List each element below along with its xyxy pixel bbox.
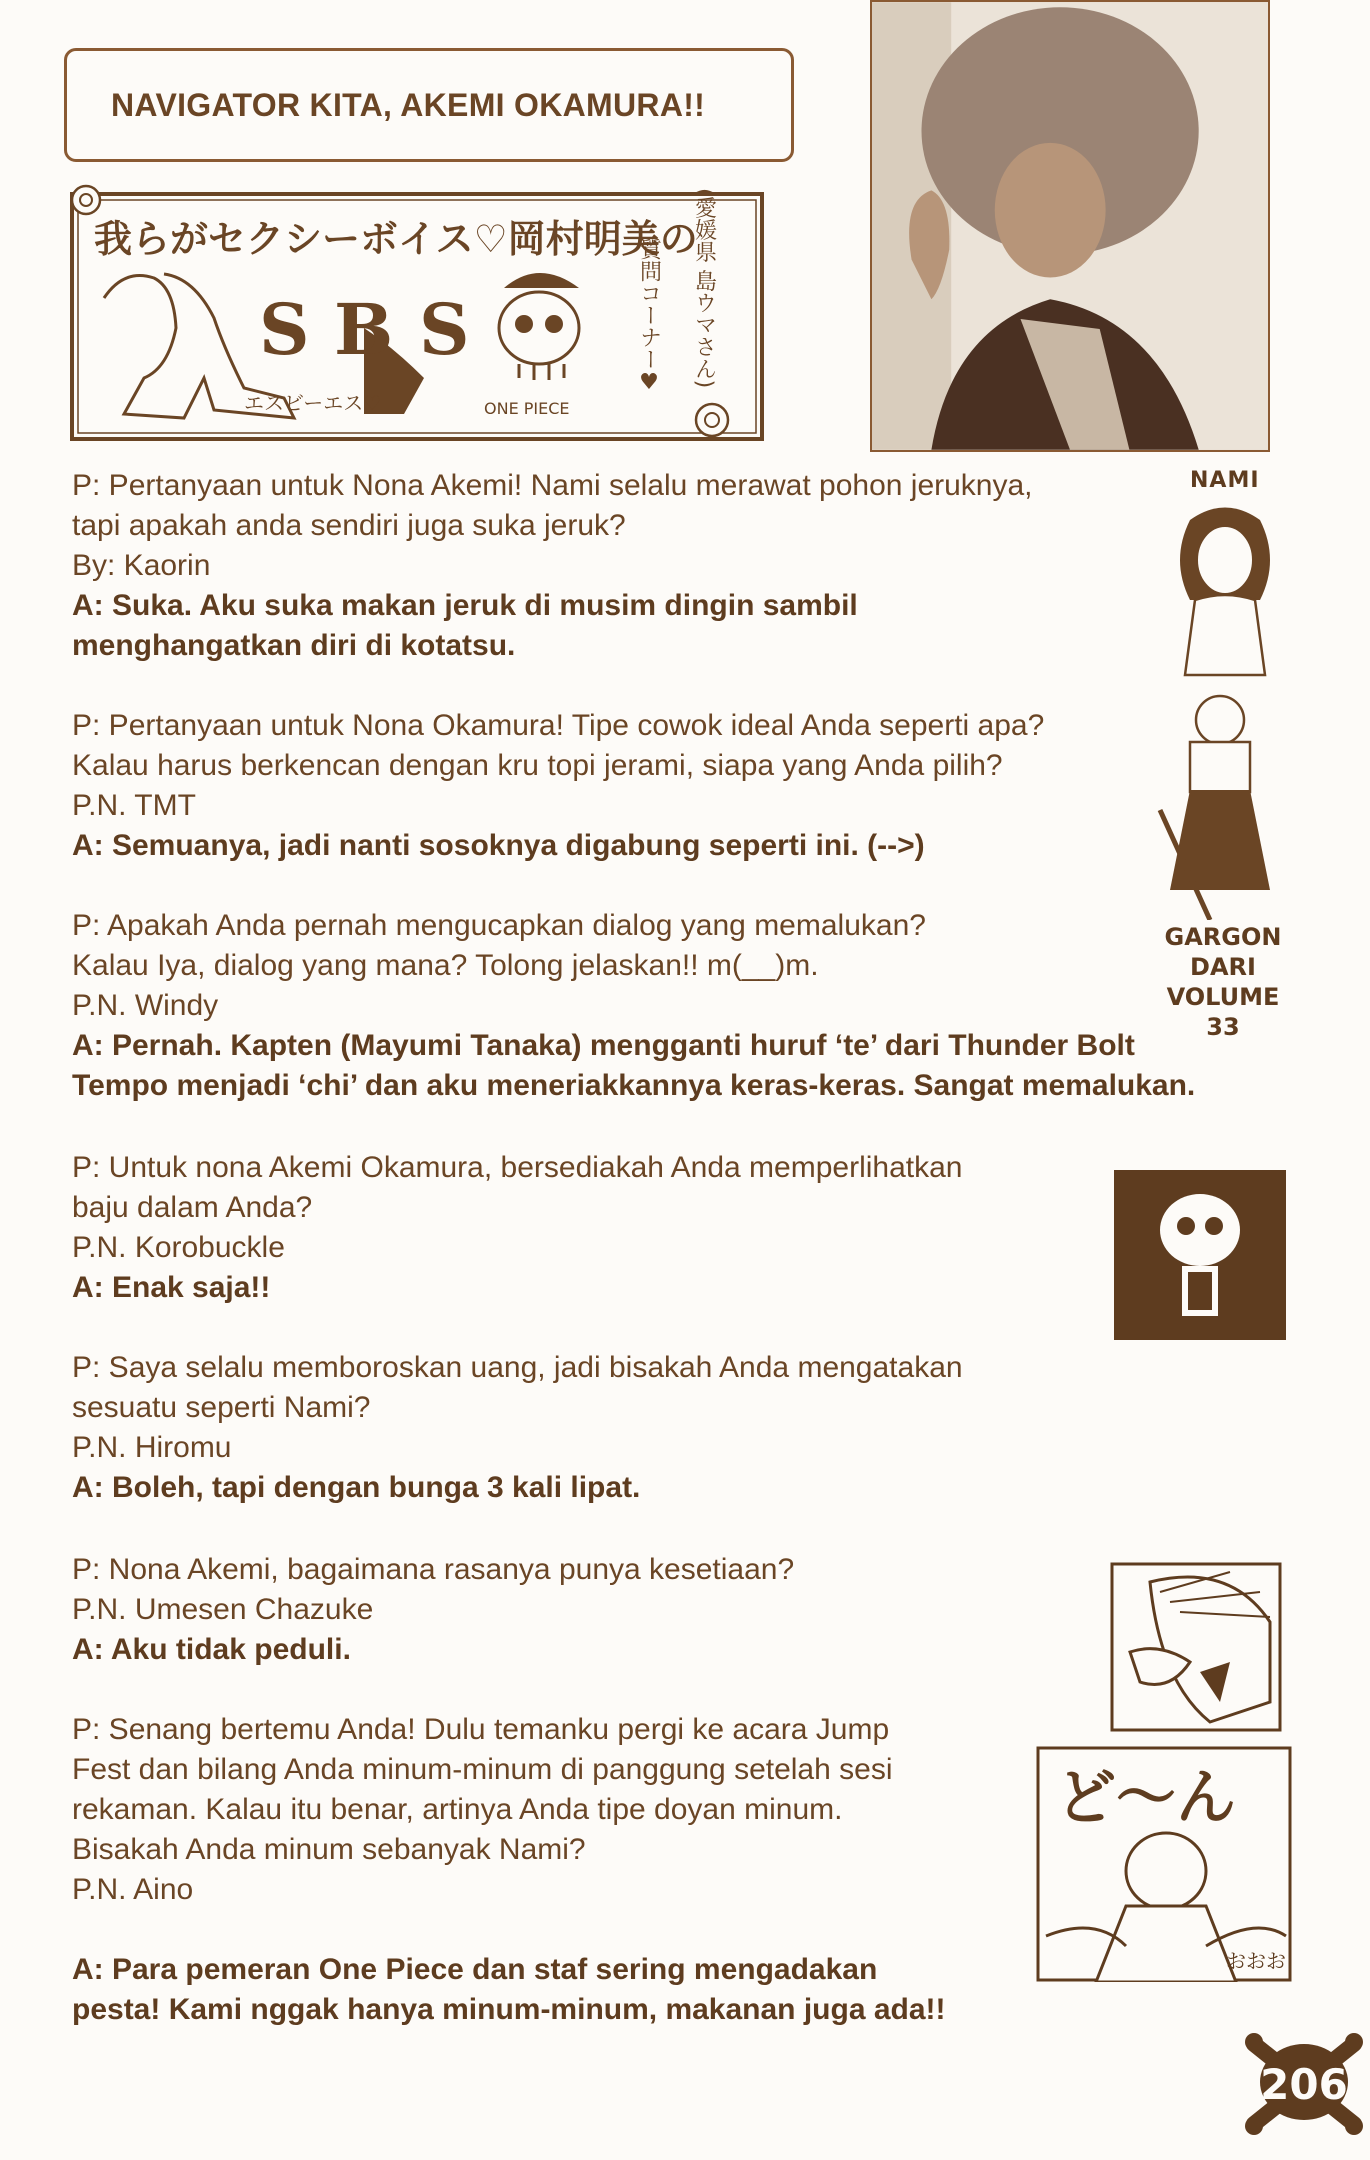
nami-caption: NAMI bbox=[1190, 468, 1260, 493]
qa-item bbox=[72, 1710, 946, 2030]
question-line: sesuatu seperti Nami? bbox=[72, 1391, 371, 1424]
qa-item bbox=[72, 706, 1044, 866]
pen-name: P.N. Hiromu bbox=[72, 1431, 232, 1464]
qa-item bbox=[72, 1348, 963, 1508]
question-line: baju dalam Anda? bbox=[72, 1191, 313, 1224]
brook-illustration bbox=[1114, 1170, 1286, 1340]
skull-eye bbox=[545, 315, 563, 333]
doon-sound-effect: ど～ん bbox=[1056, 1763, 1236, 1833]
sbs-banner-illustration bbox=[64, 178, 824, 448]
angry-nami-panel bbox=[1110, 1562, 1282, 1732]
nami-body bbox=[1185, 595, 1265, 675]
question-line: P: Pertanyaan untuk Nona Okamura! Tipe cowok ideal Anda seperti apa? bbox=[72, 709, 1045, 742]
banner-drawing bbox=[64, 178, 824, 448]
straw-hat-icon bbox=[504, 273, 579, 288]
answer-line: A: Enak saja!! bbox=[72, 1271, 271, 1304]
question-line: P: Apakah Anda pernah mengucapkan dialog yang memalukan? bbox=[72, 909, 926, 942]
title-box bbox=[64, 48, 794, 162]
banner-side-text: 質問コーナー♥ bbox=[636, 238, 662, 395]
answer-line: A: Para pemeran One Piece dan staf sering mengadakan bbox=[72, 1953, 878, 1986]
photo-drawing bbox=[872, 2, 1268, 450]
page-title: NAVIGATOR KITA, AKEMI OKAMURA!! bbox=[111, 86, 706, 123]
sbs-kana: エスビーエス♡ bbox=[244, 391, 382, 415]
gargon-coat bbox=[1170, 790, 1270, 890]
question-line: P: Saya selalu memboroskan uang, jadi bisakah Anda mengatakan bbox=[72, 1351, 963, 1384]
qa-item bbox=[72, 1148, 962, 1308]
akemi-okamura-photo bbox=[870, 0, 1270, 452]
answer-line: A: Suka. Aku suka makan jeruk di musim dingin sambil bbox=[72, 589, 858, 622]
rose-icon bbox=[72, 186, 100, 214]
banner-japanese-title: 我らがセクシーボイス♡岡村明美の bbox=[94, 217, 698, 261]
question-line: P: Pertanyaan untuk Nona Akemi! Nami selalu merawat pohon jeruknya, bbox=[72, 469, 1033, 502]
question-line: tapi apakah anda sendiri juga suka jeruk? bbox=[72, 509, 626, 542]
face bbox=[995, 143, 1106, 278]
question-line: Bisakah Anda minum sebanyak Nami? bbox=[72, 1833, 586, 1866]
skull-eye bbox=[515, 315, 533, 333]
pen-name: P.N. Aino bbox=[72, 1873, 194, 1906]
page-number: 206 bbox=[1260, 2060, 1348, 2109]
answer-line: A: Semuanya, jadi nanti sosoknya digabung seperti ini. (-->) bbox=[72, 829, 925, 862]
question-line: Kalau Iya, dialog yang mana? Tolong jelaskan!! m(__)m. bbox=[72, 949, 819, 982]
qa-item bbox=[72, 906, 1195, 1106]
answer-line: Tempo menjadi ‘chi’ dan aku meneriakkannya keras-keras. Sangat memalukan. bbox=[72, 1069, 1196, 1102]
gargon-caption-line2: VOLUME 33 bbox=[1166, 983, 1280, 1041]
brook-skull bbox=[1160, 1194, 1240, 1266]
spacer bbox=[72, 1910, 946, 1950]
answer-line: pesta! Kami nggak hanya minum-minum, makanan juga ada!! bbox=[72, 1993, 946, 2026]
answer-line: A: Boleh, tapi dengan bunga 3 kali lipat. bbox=[72, 1471, 641, 1504]
question-line: P: Senang bertemu Anda! Dulu temanku pergi ke acara Jump bbox=[72, 1713, 890, 1746]
gargon-hat bbox=[1196, 696, 1244, 744]
pen-name: By: Kaorin bbox=[72, 549, 211, 582]
skull-icon bbox=[499, 292, 579, 364]
sbs-letter-b: B bbox=[334, 288, 394, 371]
pen-name: P.N. TMT bbox=[72, 789, 196, 822]
pen-name: P.N. Umesen Chazuke bbox=[72, 1593, 374, 1626]
ooo-sound-effect: おおお bbox=[1226, 1949, 1286, 1973]
pen-name: P.N. Korobuckle bbox=[72, 1231, 285, 1264]
question-line: Fest dan bilang Anda minum-minum di panggung setelah sesi bbox=[72, 1753, 893, 1786]
sbs-letter-s: S bbox=[259, 288, 310, 371]
one-piece-logo: ONE PIECE bbox=[484, 399, 570, 418]
banner-side-credit: (愛媛県 島ウマさん) bbox=[691, 188, 717, 389]
answer-line: A: Aku tidak peduli. bbox=[72, 1633, 351, 1666]
question-line: P: Nona Akemi, bagaimana rasanya punya kesetiaan? bbox=[72, 1553, 795, 1586]
gargon-illustration bbox=[1150, 690, 1290, 920]
qa-item bbox=[72, 466, 1033, 666]
sbs-letter-s2: S bbox=[419, 288, 470, 371]
qa-item bbox=[72, 1550, 794, 1670]
gargon-caption-line1: GARGON DARI bbox=[1164, 923, 1282, 981]
question-line: P: Untuk nona Akemi Okamura, bersediakah Anda memperlihatkan bbox=[72, 1151, 963, 1184]
page-number-badge bbox=[1244, 2024, 1364, 2144]
rose-icon bbox=[696, 404, 728, 436]
answer-line: menghangatkan diri di kotatsu. bbox=[72, 629, 516, 662]
pen-name: P.N. Windy bbox=[72, 989, 219, 1022]
skull-teeth bbox=[519, 364, 564, 380]
question-line: rekaman. Kalau itu benar, artinya Anda tipe doyan minum. bbox=[72, 1793, 843, 1826]
answer-line: A: Pernah. Kapten (Mayumi Tanaka) mengganti huruf ‘te’ dari Thunder Bolt bbox=[72, 1029, 1135, 1062]
party-nami-face bbox=[1126, 1833, 1206, 1909]
party-nami-panel bbox=[1036, 1746, 1292, 1982]
question-line: Kalau harus berkencan dengan kru topi jerami, siapa yang Anda pilih? bbox=[72, 749, 1003, 782]
nami-illustration bbox=[1160, 500, 1290, 680]
